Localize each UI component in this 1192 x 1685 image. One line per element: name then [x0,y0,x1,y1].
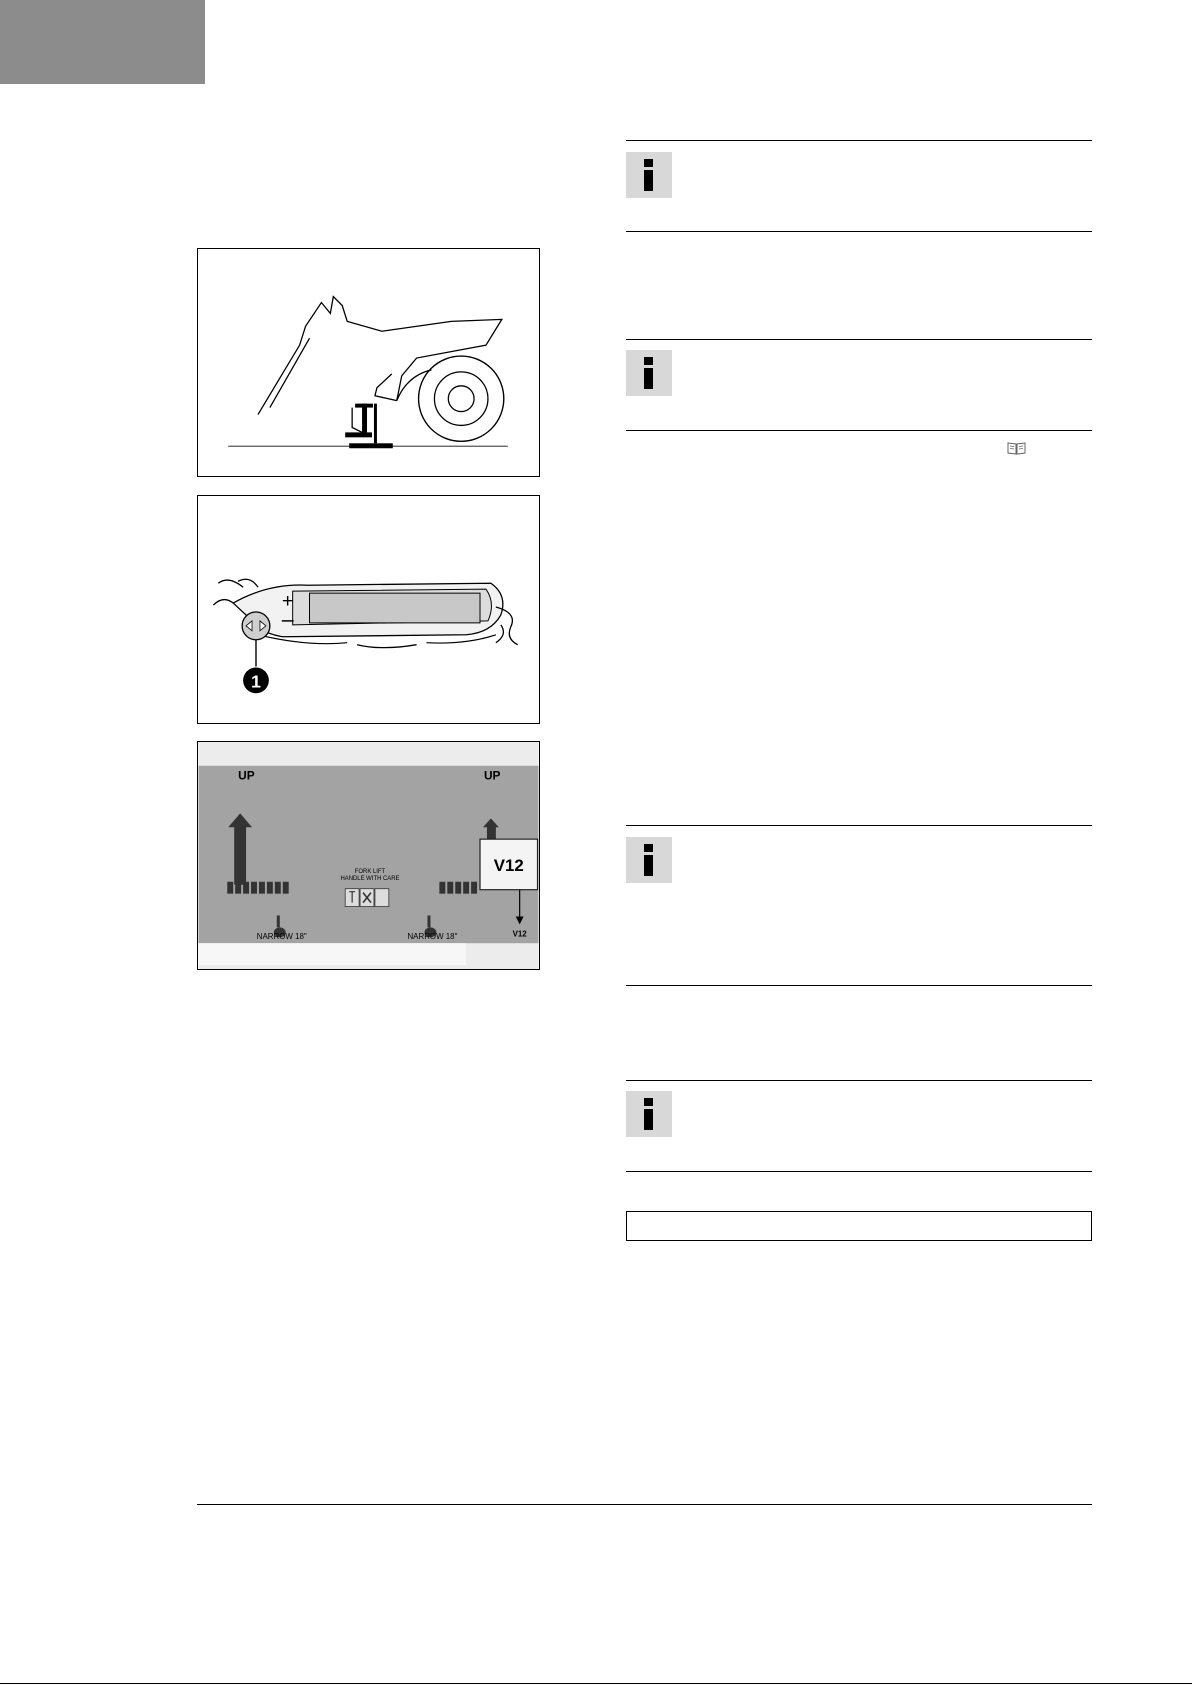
section-rule [626,825,1092,826]
up-label-right: UP [483,768,501,783]
narrow-label-right: NARROW 18" [407,932,458,942]
empty-value-box [626,1211,1092,1241]
narrow-label-left: NARROW 18" [256,932,307,942]
section-rule [626,1080,1092,1081]
v12-small-label: V12 [512,929,527,939]
footer-rule [197,1504,1092,1505]
plus-icon: + [281,590,294,613]
up-label-left: UP [238,768,255,783]
page-bottom-line [0,1683,1192,1684]
book-reference-icon[interactable] [1007,441,1026,455]
v12-callout-label: V12 [493,855,524,875]
figure-battery-charger [197,495,540,724]
section-rule [626,140,1092,141]
handle-with-care-label: HANDLE WITH CARE [340,875,400,882]
packaging-display-illustration [198,742,539,969]
section-rule [626,1171,1092,1172]
section-rule [626,430,1092,431]
info-icon [626,152,672,198]
section-rule [626,231,1092,232]
figure-packaging-display [197,741,540,970]
info-icon [626,1091,672,1137]
fork-lift-label: FORK LIFT [354,868,386,875]
section-rule [626,339,1092,340]
info-icon [626,837,672,883]
battery-charger-illustration [198,496,539,723]
section-rule [626,985,1092,986]
figure-motorcycle-on-stand [197,248,540,477]
page-corner-tab [0,0,205,84]
info-icon [626,350,672,396]
motorcycle-on-stand-illustration [198,249,539,476]
callout-number: 1 [251,671,261,692]
